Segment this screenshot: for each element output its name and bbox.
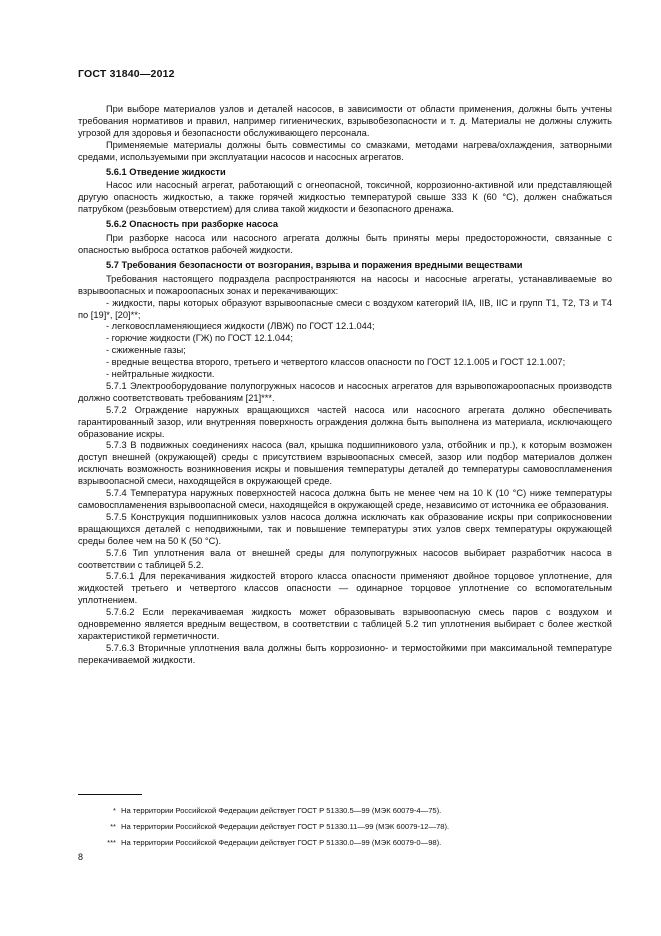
paragraph-materials: При выборе материалов узлов и деталей насосов, в зависимости от области применения, должны быть учтены требования нормативов и правил, например гигиенических, взрывобезопасности и т. д. Материалы не должны служить угрозой для здоровья и безопасности обслуживающего персонала. [78,104,612,138]
paragraph-5-7-6-3: 5.7.6.3 Вторичные уплотнения вала должны быть коррозионно- и термостойкими при максимальной температуре перекачиваемой жидкости. [78,642,612,665]
footnote-mark: ** [110,822,116,831]
paragraph-compatibility: Применяемые материалы должны быть совместимы со смазками, методами нагрева/охлаждения, затворными средами, используемыми при эксплуатации насосов и насосных агрегатов. [78,139,612,162]
list-item: - горючие жидкости (ГЖ) по ГОСТ 12.1.044; [106,333,293,344]
footnote [78,803,612,819]
list-item: - сжиженные газы; [106,345,186,356]
document-header: ГОСТ 31840—2012 [78,68,175,80]
paragraph-5-6-1: Насос или насосный агрегат, работающий с огнеопасной, токсичной, коррозионно-активной или представляющей другую опасность жидкостью, а также горячей жидкостью температурой свыше 333 К (60 °С), должен снабжаться патрубком (резьбовым отверстием) для слива такой жидкости и безопасного дренажа. [78,180,612,215]
page-number: 8 [78,852,84,862]
section-heading-5-6-1: 5.6.1 Отведение жидкости [106,166,226,177]
paragraph-5-7-6-2: 5.7.6.2 Если перекачиваемая жидкость может образовывать взрывоопасную смесь паров с воздухом и одновременно является вредным веществом, в соответствии с таблицей 5.2 тип уплотнения выбирает с более жесткой характеристикой герметичности. [78,607,612,641]
list-item: - жидкости, пары которых образуют взрывоопасные смеси с воздухом категорий IIA, IIB, IIC и групп Т1, Т2, Т3 и Т4 по [19]*, [20]**; [78,297,612,320]
paragraph-5-7-3: 5.7.3 В подвижных соединениях насоса (вал, крышка подшипникового узла, отбойник и пр.), к которым возможен доступ внешней (окружающей) среды с присутствием взрывоопасных смесей, зазор или подбор материалов должен исключать возможность возникновения искры и повышения температуры деталей до температуры самовоспламенения взрывоопасной смеси, находящейся в окружающей среде. [78,440,612,487]
footnote-text: На территории Российской Федерации действует ГОСТ Р 51330.5—99 (МЭК 60079-4—75). [121,806,442,815]
paragraph-5-7-4: 5.7.4 Температура наружных поверхностей насоса должна быть не менее чем на 10 К (10 °С) ниже температуры самовоспламенения взрывоопасной смеси, находящейся в окружающей среде, независимо от источника ее образования. [78,488,612,510]
section-heading-5-6-2: 5.6.2 Опасность при разборке насоса [106,219,279,230]
list-item: - легковоспламеняющиеся жидкости (ЛВЖ) по ГОСТ 12.1.044; [106,321,375,332]
footnote-mark: *** [107,838,116,847]
footnote-mark: * [113,806,116,815]
paragraph-5-7-2: 5.7.2 Ограждение наружных вращающихся частей насоса или насосного агрегата должно обеспечивать гарантированный зазор, или внутренняя поверхность ограждения должна быть выполнена из материала, исключающего образование искры. [78,404,612,439]
paragraph-5-7-6: 5.7.6 Тип уплотнения вала от внешней среды для полупогружных насосов выбирает разработчик насоса в соответствии с таблицей 5.2. [78,547,612,570]
footnote-divider [78,794,142,795]
paragraph-5-7-6-1: 5.7.6.1 Для перекачивания жидкостей второго класса опасности применяют двойное торцовое уплотнение, для жидкостей третьего и четвертого классов опасности — одинарное торцовое уплотнение со вспомогательным уплотнением. [78,571,612,606]
paragraph-5-7-5: 5.7.5 Конструкция подшипниковых узлов насоса должна исключать как образование искры при соприкосновении вращающихся деталей с неподвижными, так и повышение температуры этих узлов сверх температуры окружающей среды более чем на 50 К (50 °С). [78,511,612,546]
document-body [78,96,612,667]
paragraph-5-7-intro: Требования настоящего подраздела распространяются на насосы и насосные агрегаты, устанавливаемые во взрывоопасных и пожароопасных зонах и перекачивающих: [78,273,612,296]
list-item: - нейтральные жидкости. [106,369,215,380]
footnote-text: На территории Российской Федерации действует ГОСТ Р 51330.11—99 (МЭК 60079-12—78). [121,822,450,831]
footnote-text: На территории Российской Федерации действует ГОСТ Р 51330.0—99 (МЭК 60079-0—98). [121,838,442,847]
section-heading-5-7: 5.7 Требования безопасности от возгорания, взрыва и поражения вредными веществами [106,259,523,270]
footnotes [78,803,612,851]
paragraph-5-6-2: При разборке насоса или насосного агрегата должны быть приняты меры предосторожности, связанные с опасностью выброса остатков рабочей жидкости. [78,233,612,255]
footnote [78,835,612,851]
paragraph-5-7-1: 5.7.1 Электрооборудование полупогружных насосов и насосных агрегатов для взрывопожароопасных производств должно соответствовать требованиям [21]***. [78,380,612,403]
list-item: - вредные вещества второго, третьего и четвертого классов опасности по ГОСТ 12.1.005 и ГОСТ 12.1.007; [106,357,566,368]
footnote [78,819,612,835]
